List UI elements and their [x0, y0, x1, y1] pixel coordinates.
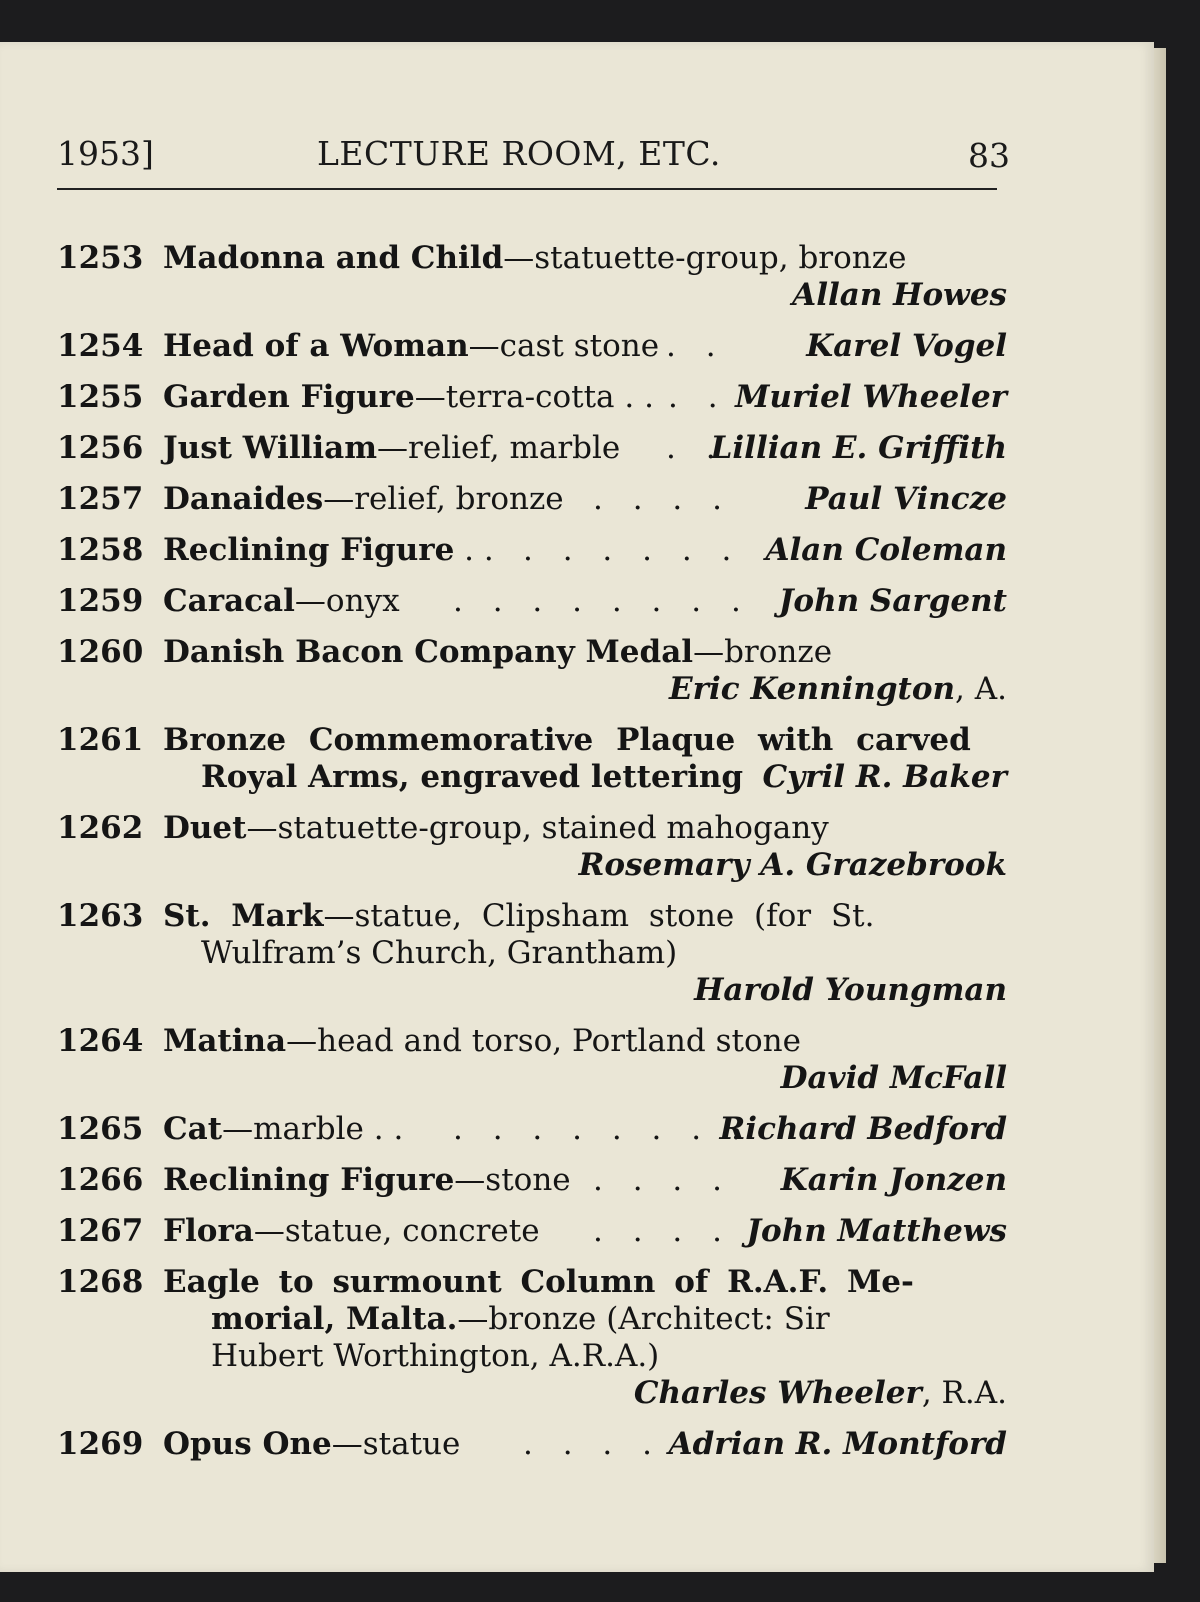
- entry-artist: Muriel Wheeler: [735, 379, 1007, 415]
- catalogue-entry-1258: [57, 532, 1007, 569]
- entry-number: 1260: [57, 634, 144, 670]
- entry-title: Opus One: [163, 1426, 332, 1462]
- entry-number: 1261: [57, 722, 144, 758]
- catalogue-entry-1269: [57, 1426, 1007, 1463]
- entry-description: —cast stone: [468, 328, 660, 364]
- catalogue-list: [57, 240, 1007, 1477]
- entry-number: 1254: [57, 328, 144, 364]
- page-number: 83: [968, 136, 1010, 175]
- entry-artist: Paul Vincze: [805, 481, 1007, 517]
- catalogue-entry-1254: [57, 328, 1007, 365]
- entry-description-continued: Hubert Worthington, A.R.A.): [211, 1338, 660, 1374]
- catalogue-entry-1266: [57, 1162, 1007, 1199]
- entry-title: Flora: [163, 1213, 254, 1249]
- entry-description: —terra-cotta . .: [414, 379, 654, 415]
- entry-number: 1256: [57, 430, 144, 466]
- entry-description: —statue: [331, 1426, 461, 1462]
- entry-description-continued: Wulfram’s Church, Grantham): [201, 935, 678, 971]
- entry-description: —relief, bronze: [323, 481, 564, 517]
- entry-artist: Allan Howes: [792, 277, 1007, 313]
- entry-title-continued: Royal Arms, engraved lettering: [201, 759, 744, 795]
- entry-title: Caracal: [163, 583, 295, 619]
- catalogue-entry-1260: [57, 634, 1007, 708]
- entry-artist: Karel Vogel: [806, 328, 1007, 364]
- entry-artist: Karin Jonzen: [780, 1162, 1007, 1198]
- entry-title: Danish Bacon Company Medal: [163, 634, 694, 670]
- book-page: [0, 42, 1154, 1572]
- entry-description: —bronze: [693, 634, 833, 670]
- entry-title: Head of a Woman: [163, 328, 469, 364]
- entry-title: St. Mark: [163, 898, 324, 934]
- entry-title: Eagle to surmount Column of R.A.F. Me-: [163, 1264, 914, 1300]
- leader-dots: . .: [668, 379, 728, 415]
- entry-number: 1266: [57, 1162, 144, 1198]
- entry-artist: Cyril R. Baker: [762, 759, 1007, 795]
- entry-description: . .: [454, 532, 494, 568]
- entry-number: 1263: [57, 898, 144, 934]
- entry-title: Garden Figure: [163, 379, 415, 415]
- catalogue-entry-1261: [57, 722, 1007, 796]
- entry-artist: Richard Bedford: [719, 1111, 1007, 1147]
- catalogue-entry-1262: [57, 810, 1007, 884]
- leader-dots: . . . . . .: [523, 532, 742, 568]
- entry-number: 1265: [57, 1111, 144, 1147]
- catalogue-entry-1259: [57, 583, 1007, 620]
- entry-artist: Alan Coleman: [765, 532, 1007, 568]
- catalogue-entry-1255: [57, 379, 1007, 416]
- entry-description: —bronze (Architect: Sir: [457, 1301, 830, 1337]
- entry-artist: John Matthews: [746, 1213, 1007, 1249]
- page-edge: [1154, 48, 1166, 1563]
- artist-honours: , A.: [955, 671, 1007, 707]
- entry-description: —onyx: [294, 583, 400, 619]
- entry-title: Madonna and Child: [163, 240, 504, 276]
- leader-dots: . . . . . . . .: [453, 1111, 751, 1147]
- entry-title-continued: morial, Malta.: [211, 1301, 458, 1337]
- entry-title: Danaides: [163, 481, 324, 517]
- entry-number: 1264: [57, 1023, 144, 1059]
- entry-artist-line: [669, 671, 1007, 708]
- entry-title: Duet: [163, 810, 247, 846]
- entry-number: 1257: [57, 481, 144, 517]
- leader-dots: . . . .: [593, 481, 732, 517]
- entry-artist-line: [634, 1375, 1007, 1412]
- entry-description: —statue, concrete: [253, 1213, 540, 1249]
- entry-artist: Lillian E. Griffith: [710, 430, 1007, 466]
- entry-number: 1255: [57, 379, 144, 415]
- leader-dots: . .: [666, 430, 726, 466]
- leader-dots: . . . .: [593, 1162, 732, 1198]
- entry-title: Just William: [163, 430, 378, 466]
- catalogue-entry-1256: [57, 430, 1007, 467]
- entry-title: Reclining Figure: [163, 1162, 455, 1198]
- header-year: 1953]: [57, 134, 154, 173]
- entry-artist: Eric Kennington: [669, 671, 956, 707]
- catalogue-entry-1263: [57, 898, 1007, 1009]
- leader-dots: . .: [666, 328, 726, 364]
- entry-description: —statuette-group, stained mahogany: [246, 810, 829, 846]
- entry-title: Matina: [163, 1023, 287, 1059]
- entry-number: 1258: [57, 532, 144, 568]
- entry-description: —statuette-group, bronze: [503, 240, 907, 276]
- entry-number: 1269: [57, 1426, 144, 1462]
- catalogue-entry-1267: [57, 1213, 1007, 1250]
- entry-number: 1268: [57, 1264, 144, 1300]
- catalogue-entry-1257: [57, 481, 1007, 518]
- entry-description: —marble . .: [222, 1111, 404, 1147]
- entry-number: 1262: [57, 810, 144, 846]
- leader-dots: . . . . . . . .: [453, 583, 751, 619]
- entry-number: 1259: [57, 583, 144, 619]
- entry-artist: Rosemary A. Grazebrook: [578, 847, 1007, 883]
- leader-dots: . . . .: [593, 1213, 732, 1249]
- entry-artist: John Sargent: [778, 583, 1007, 619]
- catalogue-entry-1268: [57, 1264, 1007, 1412]
- entry-number: 1253: [57, 240, 144, 276]
- entry-title: Cat: [163, 1111, 223, 1147]
- entry-number: 1267: [57, 1213, 144, 1249]
- artist-honours: , R.A.: [921, 1375, 1007, 1411]
- entry-artist: Harold Youngman: [694, 972, 1007, 1008]
- header-rule: [57, 188, 997, 190]
- header-title: LECTURE ROOM, ETC.: [317, 134, 721, 173]
- entry-artist: Charles Wheeler: [633, 1375, 922, 1411]
- entry-artist: Adrian R. Montford: [668, 1426, 1007, 1462]
- entry-description: —head and torso, Portland stone: [286, 1023, 801, 1059]
- running-header: [0, 134, 1154, 184]
- catalogue-entry-1264: [57, 1023, 1007, 1097]
- catalogue-entry-1253: [57, 240, 1007, 314]
- entry-artist: David McFall: [780, 1060, 1007, 1096]
- entry-description: —relief, marble: [377, 430, 621, 466]
- entry-description: —stone: [454, 1162, 571, 1198]
- entry-description: —statue, Clipsham stone (for St.: [323, 898, 875, 934]
- entry-title: Bronze Commemorative Plaque with carved: [163, 722, 971, 758]
- entry-title: Reclining Figure: [163, 532, 455, 568]
- catalogue-entry-1265: [57, 1111, 1007, 1148]
- leader-dots: . . . .: [523, 1426, 662, 1462]
